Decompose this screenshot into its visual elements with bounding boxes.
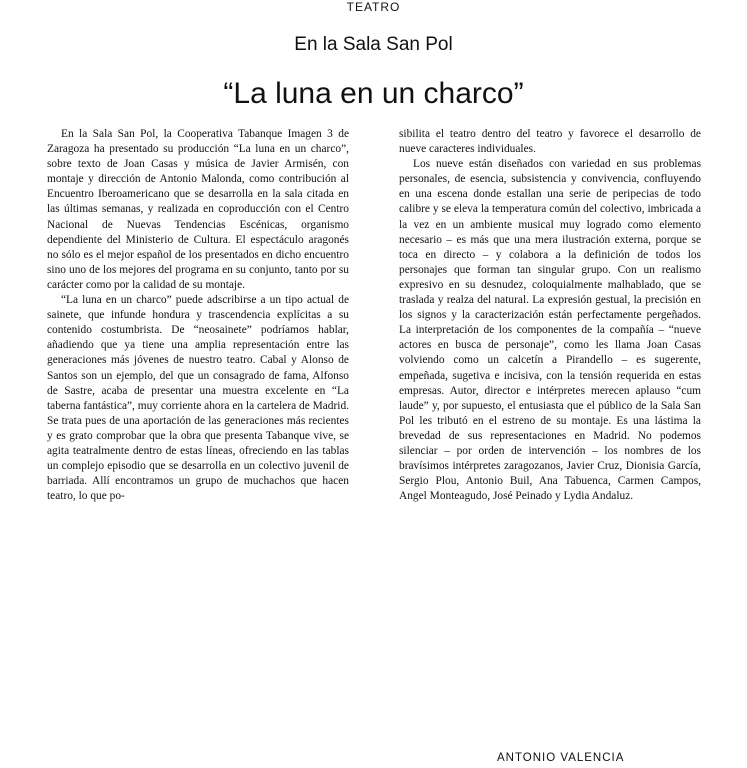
section-label: TEATRO [346, 0, 401, 14]
article-column-left [47, 127, 349, 504]
author-byline: ANTONIO VALENCIA [497, 752, 625, 764]
article-headline: “La luna en un charco” [223, 77, 524, 110]
paragraph-continuation: sibilita el teatro dentro del teatro y favorece el desarrollo de nueve caracteres individuales. [399, 128, 701, 156]
article-kicker: En la Sala San Pol [294, 34, 453, 55]
paragraph: “La luna en un charco” puede adscribirse a un tipo actual de sainete, que infunde hondura y trascendencia explícitas a su contenido costumbrista. De “neosainete” podríamos hablar, añadiendo que ya tiene una amplia representación entre las generaciones más jóvenes de nuestro teatro. Cabal y Alonso de Santos son un ejemplo, del que un consagrado de fama, Alfonso de Sastre, acaba de presentar una muestra excelente en “La taberna fantástica”, muy corriente ahora en la cartelera de Madrid. Se trata pues de una aportación de las generaciones más recientes y es grato comprobar que la obra que presenta Tabanque vive, se agita teatralmente dentro de estas líneas, ofreciendo en las tablas un complejo episodio que se desarrolla en un colectivo juvenil de barriada. Allí encontramos un grupo de muchachos que hacen teatro, lo que po- [47, 294, 350, 503]
article-column-right [399, 127, 701, 504]
paragraph: En la Sala San Pol, la Cooperativa Tabanque Imagen 3 de Zaragoza ha presentado su producción “La luna en un charco”, sobre texto de Joan Casas y música de Javier Armisén, con montaje y dirección de Antonio Malonda, como contribución al Encuentro Iberoamericano que se desarrolla en la sala citada en las últimas semanas, y realizada en coproducción con el Centro Nacional de Nuevas Tendencias Escénicas, organismo dependiente del Ministerio de Cultura. El espectáculo aragonés no sólo es el mejor español de los presentados en dicho encuentro sino uno de los mejores del programa en su conjunto, tanto por su carácter como por la calidad de su montaje. [47, 128, 349, 291]
paragraph: Los nueve están diseñados con variedad en sus problemas personales, de esencia, subsistencia y convivencia, confluyendo en una escena donde estallan una serie de peripecias de todo calibre y se eleva la temperatura común del colectivo, imbricada a la vez en un ambiente musical muy logrado como elemento necesario – es más que una mera ilustración externa, porque se toca en directo – y colabora a la definición de todos los personajes que forman tan singular grupo. Con un realismo expresivo en su desnudez, coloquialmente malhablado, que se traslada y realza del natural. La expresión gestual, la precisión en los signos y la caracterización están perfectamente pergeñados. La interpretación de los componentes de la compañía – “nueve actores en busca de personaje”, como les llama Joan Casas volviendo como un calcetín a Pirandello – es sugerente, empeñada, sugetiva e incisiva, con la tensión requerida en estas empresas. Autor, director e intérpretes merecen aplauso “cum laude” y, por supuesto, el entusiasta que el público de la Sala San Pol les tributó en el estreno de su montaje. Es una lástima la brevedad de sus representaciones en Madrid. No podemos silenciar – por orden de intervención – los nombres de los bravísimos intérpretes zaragozanos, Javier Cruz, Dionisia García, Sergio Plou, Antonio Buil, Ana Tabuenca, Carmen Campos, Angel Monteagudo, José Peinado y Lydia Andaluz. [399, 158, 701, 503]
